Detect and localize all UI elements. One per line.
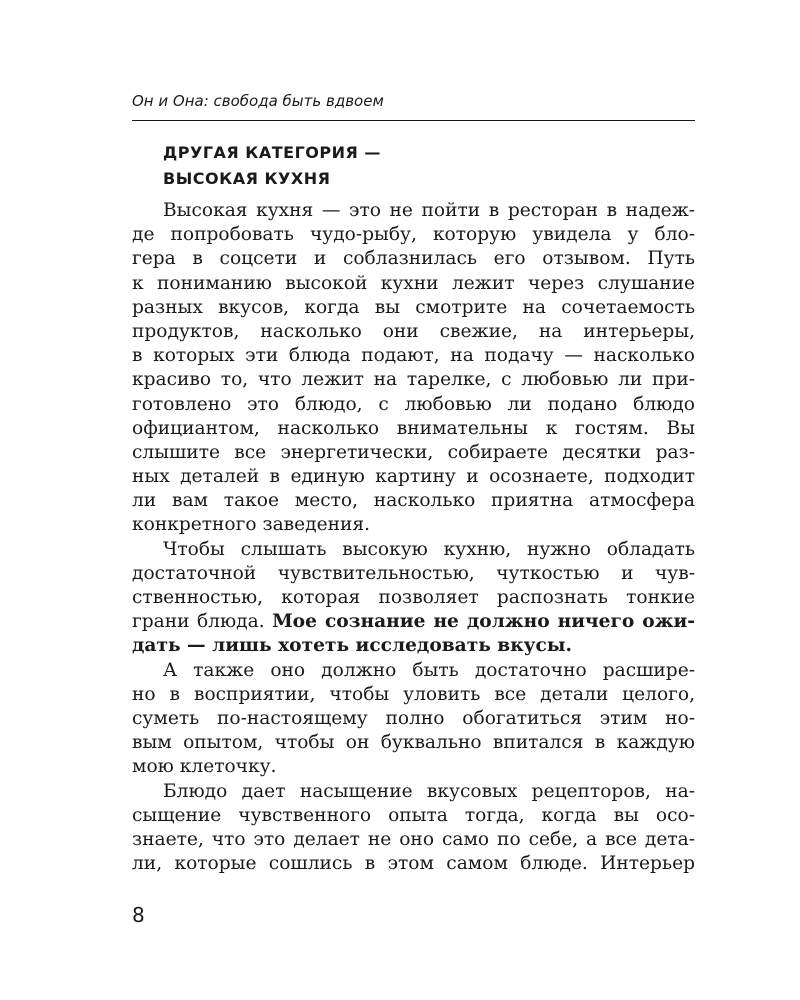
chapter-title [163,140,563,192]
text-line: Чтобы слышать высокую кухню, нужно обладать [163,538,695,560]
paragraph-1 [132,199,695,538]
text-line: ли, которые сошлись в этом самом блюде. Интерьер [132,853,695,875]
text-line [132,610,695,634]
text-line: Высокая кухня — это не пойти в ресторан в надеж- [163,200,695,221]
text-line: в которых эти блюда подают, на подачу — насколько [132,345,695,367]
text-line: мою клеточку. [132,756,277,778]
text-line: ственностью, которая позволяет распознать тонкие [132,587,695,608]
paragraph-2 [132,538,695,659]
text-line: к пониманию высокой кухни лежит через слушание [132,272,695,294]
bold-emphasis: Мое сознание не должно ничего ожи- [272,611,695,633]
text-line: официантом, насколько внимательны к гостям. Вы [132,417,695,439]
text-line: де попробовать чудо-рыбу, которую увидела у бло- [132,224,695,246]
text-line: разных вкусов, когда вы смотрите на сочетаемость [132,296,695,318]
text-line: суметь по-настоящему полно обогатиться этим но- [132,707,695,729]
text-line: А также оно должно быть достаточно расшире- [163,659,695,681]
text-line: красиво то, что лежит на тарелке, с любовью ли при- [132,369,695,391]
text-line: сыщение чувственного опыта тогда, когда вы осо- [132,804,695,826]
text-line: вым опытом, чтобы он буквально впитался в каждую [132,732,695,754]
text-line: продуктов, насколько они свежие, на интерьеры, [132,320,695,342]
text-line: но в восприятии, чтобы уловить все детали целого, [132,683,695,705]
text-line [132,634,695,658]
text-line: достаточной чувствительностью, чуткостью и чув- [132,562,695,584]
text-line: готовлено это блюдо, с любовью ли подано блюдо [132,393,695,415]
paragraph-4 [132,780,695,877]
page-number: 8 [132,903,145,927]
chapter-title-line-2: ВЫСОКАЯ КУХНЯ [163,169,331,188]
bold-emphasis: дать — лишь хотеть исследовать вкусы. [132,635,572,657]
chapter-title-line-1: ДРУГАЯ КАТЕГОРИЯ — [163,143,381,162]
text-run: грани блюда. [132,611,273,633]
body-text [132,199,695,876]
text-line: ных деталей в единую картину и осознаете, подходит [132,466,695,488]
text-line: знаете, что это делает не оно само по себе, а все дета- [132,828,695,850]
running-head-title: Он и Она: свобода быть вдвоем [132,92,384,110]
text-line: гера в соцсети и соблазнилась его отзывом. Путь [132,248,695,270]
text-line: ли вам такое место, насколько приятна атмосфера [132,490,695,512]
text-line: слышите все энергетически, собираете десятки раз- [132,441,695,463]
paragraph-3 [132,659,695,780]
text-line: Блюдо дает насыщение вкусовых рецепторов, на- [163,780,695,802]
text-line: конкретного заведения. [132,514,371,536]
header-rule [132,120,695,121]
